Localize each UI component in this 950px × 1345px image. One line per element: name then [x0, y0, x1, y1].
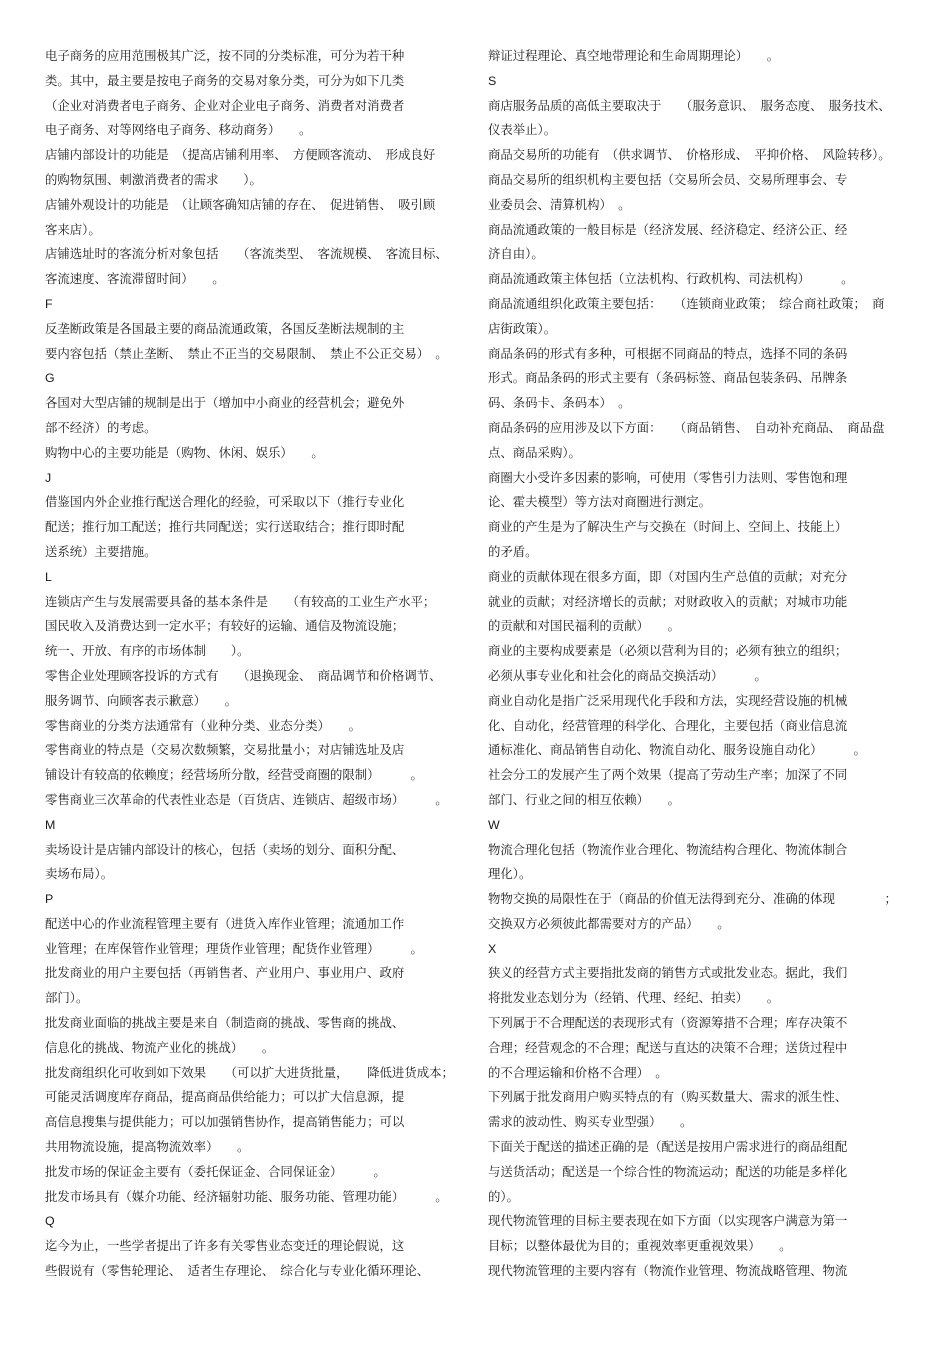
text-line: 仪表举止）。	[488, 122, 557, 138]
text-line: 统一、开放、有序的市场体制 ）。	[45, 643, 250, 659]
text-line: 点、商品采购）。	[488, 444, 581, 460]
text-line: 需求的波动性、购买专业型强） 。	[488, 1114, 693, 1130]
text-line: 目标；以整体最优为目的；重视效率更重视效果） 。	[488, 1238, 792, 1254]
text-line: 店铺外观设计的功能是 （让顾客确知店铺的存在、 促进销售、 吸引顾	[45, 196, 436, 212]
text-line: 批发商业的用户主要包括（再销售者、产业用户、事业用户、政府	[45, 965, 405, 981]
text-line: 商品流通政策主体包括（立法机构、行政机构、司法机构） 。	[488, 271, 854, 287]
text-line: 论、霍夫模型）等方法对商圈进行测定。	[488, 494, 712, 510]
text-line: 现代物流管理的主要内容有（物流作业管理、物流战略管理、物流	[488, 1263, 848, 1279]
text-line: 物流合理化包括（物流作业合理化、物流结构合理化、物流体制合	[488, 841, 848, 857]
text-line: 商业自动化是指广泛采用现代化手段和方法，实现经营设施的机械	[488, 692, 848, 708]
text-line: 铺设计有较高的依赖度；经营场所分散，经营受商圈的限制） 。	[45, 767, 423, 783]
right-column	[488, 44, 908, 1284]
text-line: 业委员会、清算机构） 。	[488, 196, 631, 212]
text-line: 客流速度、客流滞留时间） 。	[45, 271, 225, 287]
text-line: 服务调节、向顾客表示歉意） 。	[45, 692, 238, 708]
text-line: 形式。商品条码的形式主要有（条码标签、商品包装条码、吊牌条	[488, 370, 848, 386]
section-letter-heading: G	[45, 371, 55, 386]
text-line: 借鉴国内外企业推行配送合理化的经验，可采取以下（推行专业化	[45, 494, 405, 510]
text-line: 零售商业的特点是（交易次数频繁，交易批量小；对店铺选址及店	[45, 742, 405, 758]
text-line: 下面关于配送的描述正确的是（配送是按用户需求进行的商品组配	[488, 1139, 848, 1155]
text-line: 商品流通组织化政策主要包括： （连锁商业政策； 综合商社政策； 商	[488, 295, 885, 311]
section-letter-heading: L	[45, 569, 52, 584]
text-line: 批发商组织化可收到如下效果 （可以扩大进货批量， 降低进货成本；	[45, 1064, 454, 1080]
text-line: 商品交易所的功能有 （供求调节、 价格形成、 平抑价格、 风险转移）。	[488, 147, 891, 163]
text-line: 的贡献和对国民福利的贡献） 。	[488, 618, 681, 634]
section-letter-heading: W	[488, 817, 500, 832]
text-line: 各国对大型店铺的规制是出于（增加中小商业的经营机会；避免外	[45, 395, 405, 411]
text-line: 卖场设计是店铺内部设计的核心，包括（卖场的划分、面积分配、	[45, 841, 405, 857]
text-line: 配送中心的作业流程管理主要有（进货入库作业管理；流通加工作	[45, 915, 405, 931]
text-line: 商业的产生是为了解决生产与交换在（时间上、空间上、技能上）	[488, 519, 848, 535]
text-line: 通标准化、商品销售自动化、物流自动化、服务设施自动化） 。	[488, 742, 866, 758]
text-line: 商品条码的形式有多种，可根据不同商品的特点，选择不同的条码	[488, 345, 848, 361]
text-line: 反垄断政策是各国最主要的商品流通政策，各国反垄断法规制的主	[45, 320, 405, 336]
text-line: 必须从事专业化和社会化的商品交换活动） 。	[488, 667, 767, 683]
section-letter-heading: P	[45, 892, 54, 907]
text-line: 信息化的挑战、物流产业化的挑战） 。	[45, 1039, 275, 1055]
text-line: 卖场布局）。	[45, 866, 114, 882]
text-line: 物物交换的局限性在于（商品的价值无法得到充分、准确的体现 ；	[488, 891, 897, 907]
section-letter-heading: X	[488, 941, 497, 956]
text-line: 社会分工的发展产生了两个效果（提高了劳动生产率；加深了不同	[488, 767, 848, 783]
text-line: 部门）。	[45, 990, 89, 1006]
text-line: 的不合理运输和价格不合理） 。	[488, 1064, 668, 1080]
text-line: 店街政策）。	[488, 320, 557, 336]
text-line: 批发商业面临的挑战主要是来自（制造商的挑战、零售商的挑战、	[45, 1015, 405, 1031]
text-line: 商业的贡献体现在很多方面，即（对国内生产总值的贡献；对充分	[488, 568, 848, 584]
text-line: 商品流通政策的一般目标是（经济发展、经济稳定、经济公正、经	[488, 221, 848, 237]
text-line: 高信息搜集与提供能力；可以加强销售协作，提高销售能力；可以	[45, 1114, 405, 1130]
text-line: 批发市场的保证金主要有（委托保证金、合同保证金） 。	[45, 1163, 386, 1179]
text-line: 下列属于批发商用户购买特点的有（购买数量大、需求的派生性、	[488, 1089, 848, 1105]
text-line: 合理；经营观念的不合理；配送与直达的决策不合理；送货过程中	[488, 1039, 848, 1055]
text-line: 就业的贡献；对经济增长的贡献；对财政收入的贡献；对城市功能	[488, 593, 848, 609]
text-line: 将批发业态划分为（经销、代理、经纪、拍卖） 。	[488, 990, 780, 1006]
text-line: 交换双方必须彼此都需要对方的产品） 。	[488, 915, 730, 931]
text-line: 迄今为止，一些学者提出了许多有关零售业态变迁的理论假说，这	[45, 1238, 405, 1254]
text-line: 电子商务、对等网络电子商务、移动商务） 。	[45, 122, 312, 138]
text-line: 济自由）。	[488, 246, 544, 262]
text-line: 共用物流设施，提高物流效率） 。	[45, 1139, 250, 1155]
section-letter-heading: S	[488, 73, 497, 88]
text-line: 的购物氛围、刺激消费者的需求 ）。	[45, 171, 262, 187]
text-line: 辩证过程理论、真空地带理论和生命周期理论） 。	[488, 48, 780, 63]
text-line: 的矛盾。	[488, 543, 538, 559]
text-line: 商品条码的应用涉及以下方面： （商品销售、 自动补充商品、 商品盘	[488, 419, 885, 435]
text-line: 与送货活动；配送是一个综合性的物流运动；配送的功能是多样化	[488, 1163, 848, 1179]
text-line: 化、自动化，经营管理的科学化、合理化，主要包括（商业信息流	[488, 717, 848, 733]
text-line: 码、条码卡、条码本） 。	[488, 395, 631, 411]
text-line: 电子商务的应用范围极其广泛，按不同的分类标准，可分为若干种	[45, 48, 405, 63]
text-line: 理化）。	[488, 866, 532, 882]
text-line: 商业的主要构成要素是（必须以营利为目的；必须有独立的组织；	[488, 643, 848, 659]
left-column	[45, 44, 465, 1284]
text-line: 客来店）。	[45, 221, 101, 237]
text-line: 零售商业的分类方法通常有（业种分类、业态分类） 。	[45, 717, 361, 733]
text-line: 配送；推行加工配送；推行共同配送；实行送取结合；推行即时配	[45, 519, 405, 535]
text-line: 连锁店产生与发展需要具备的基本条件是 （有较高的工业生产水平；	[45, 593, 436, 609]
text-line: 国民收入及消费达到一定水平；有较好的运输、通信及物流设施；	[45, 618, 405, 634]
text-line: 商店服务品质的高低主要取决于 （服务意识、 服务态度、 服务技术、	[488, 97, 891, 113]
text-line: （企业对消费者电子商务、企业对企业电子商务、消费者对消费者	[45, 97, 405, 113]
text-line: 业管理；在库保管作业管理；理货作业管理；配货作业管理） 。	[45, 940, 423, 956]
text-line: 部门、行业之间的相互依赖） 。	[488, 791, 681, 807]
text-line: 商圈大小受许多因素的影响，可使用（零售引力法则、零售饱和理	[488, 469, 848, 485]
section-letter-heading: F	[45, 296, 53, 311]
text-line: 店铺选址时的客流分析对象包括 （客流类型、 客流规模、 客流目标、	[45, 246, 448, 262]
text-line: 零售企业处理顾客投诉的方式有 （退换现金、 商品调节和价格调节、	[45, 667, 442, 683]
text-line: 商品交易所的组织机构主要包括（交易所会员、交易所理事会、专	[488, 171, 848, 187]
section-letter-heading: M	[45, 817, 56, 832]
text-line: 批发市场具有（媒介功能、经济辐射功能、服务功能、管理功能） 。	[45, 1188, 448, 1204]
text-line: 些假说有（零售轮理论、 适者生存理论、 综合化与专业化循环理论、	[45, 1263, 430, 1279]
section-letter-heading: J	[45, 470, 52, 485]
text-line: 送系统）主要措施。	[45, 543, 157, 559]
text-line: 可能灵活调度库存商品，提高商品供给能力；可以扩大信息源，提	[45, 1089, 405, 1105]
text-line: 零售商业三次革命的代表性业态是（百货店、连锁店、超级市场） 。	[45, 791, 448, 807]
text-line: 部不经济）的考虑。	[45, 419, 157, 435]
text-line: 购物中心的主要功能是（购物、休闲、娱乐） 。	[45, 444, 324, 460]
text-line: 的）。	[488, 1188, 519, 1204]
text-line: 店铺内部设计的功能是 （提高店铺利用率、 方便顾客流动、 形成良好	[45, 147, 436, 163]
text-line: 要内容包括（禁止垄断、 禁止不正当的交易限制、 禁止不公正交易） 。	[45, 345, 448, 361]
text-line: 现代物流管理的目标主要表现在如下方面（以实现客户满意为第一	[488, 1213, 848, 1229]
text-line: 类。其中，最主要是按电子商务的交易对象分类，可分为如下几类	[45, 72, 405, 88]
text-line: 下列属于不合理配送的表现形式有（资源筹措不合理；库存决策不	[488, 1015, 848, 1031]
text-line: 狭义的经营方式主要指批发商的销售方式或批发业态。据此，我们	[488, 965, 848, 981]
section-letter-heading: Q	[45, 1214, 55, 1229]
